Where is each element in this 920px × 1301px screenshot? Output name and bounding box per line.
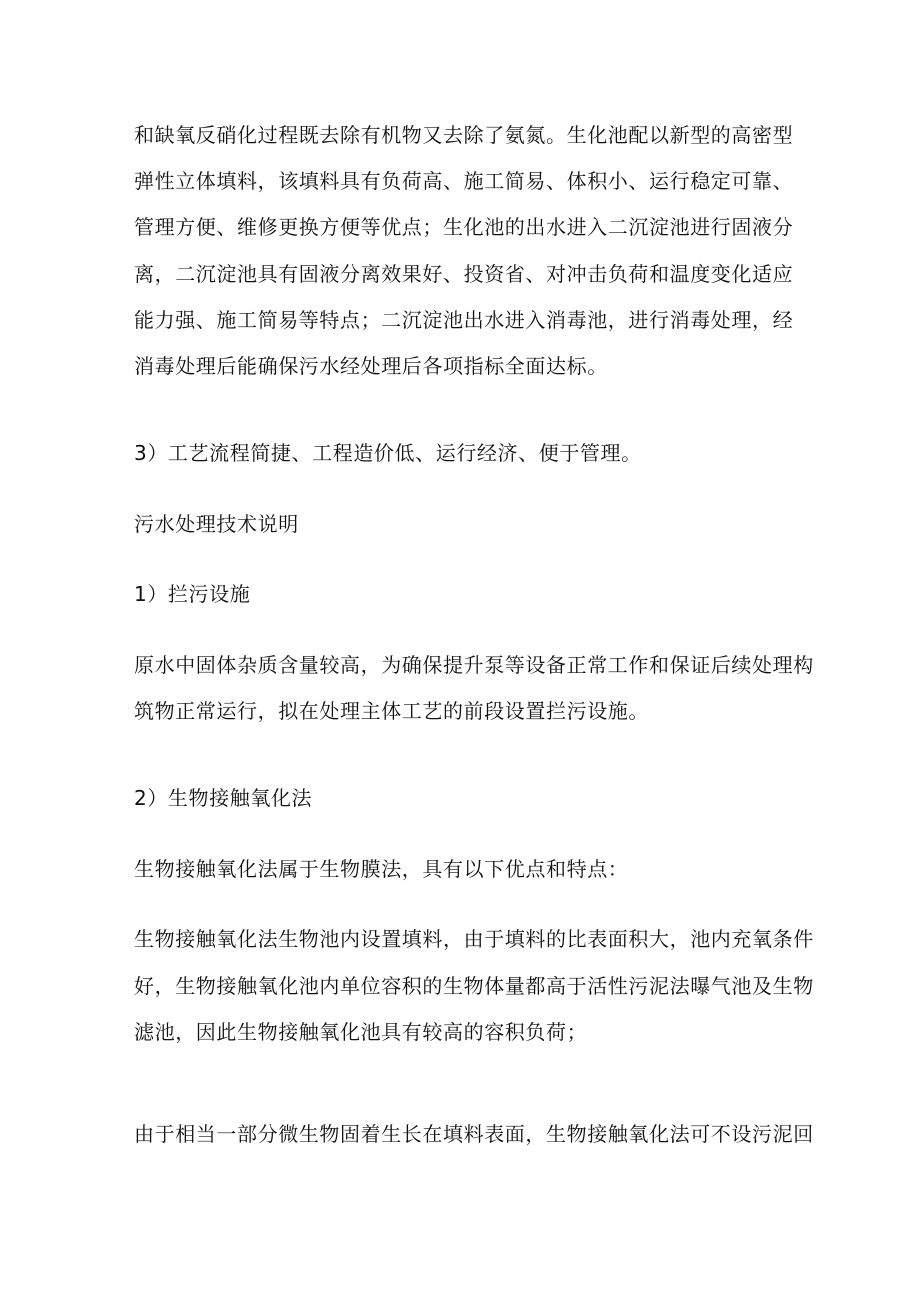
paragraph-line: 生物接触氧化法属于生物膜法，具有以下优点和特点： — [134, 857, 629, 881]
paragraph-line: 好，生物接触氧化池内单位容积的生物体量都高于活性污泥法曝气池及生物 — [134, 974, 814, 998]
paragraph-line: 管理方便、维修更换方便等优点；生化池的出水进入二沉淀池进行固液分 — [134, 215, 794, 239]
paragraph-line: 消毒处理后能确保污水经处理后各项指标全面达标。 — [134, 354, 608, 378]
paragraph-line: 原水中固体杂质含量较高，为确保提升泵等设备正常工作和保证后续处理构 — [134, 653, 814, 677]
subsection-heading: 2）生物接触氧化法 — [134, 786, 313, 810]
paragraph-line: 筑物正常运行，拟在处理主体工艺的前段设置拦污设施。 — [134, 699, 649, 723]
section-heading: 污水处理技术说明 — [134, 512, 299, 536]
subsection-heading: 1）拦污设施 — [134, 582, 251, 606]
paragraph-line: 能力强、施工简易等特点；二沉淀池出水进入消毒池，进行消毒处理，经 — [134, 308, 794, 332]
paragraph-line: 由于相当一部分微生物固着生长在填料表面，生物接触氧化法可不设污泥回 — [134, 1122, 814, 1146]
paragraph-line: 离，二沉淀池具有固液分离效果好、投资省、对冲击负荷和温度变化适应 — [134, 262, 794, 286]
paragraph-line: 和缺氧反硝化过程既去除有机物又去除了氨氮。生化池配以新型的高密型 — [134, 123, 794, 147]
paragraph-line: 滤池，因此生物接触氧化池具有较高的容积负荷； — [134, 1020, 588, 1044]
list-item-heading: 3）工艺流程简捷、工程造价低、运行经济、便于管理。 — [134, 441, 642, 465]
paragraph-line: 生物接触氧化法生物池内设置填料，由于填料的比表面积大，池内充氧条件 — [134, 927, 814, 951]
paragraph-line: 弹性立体填料，该填料具有负荷高、施工简易、体积小、运行稳定可靠、 — [134, 169, 794, 193]
